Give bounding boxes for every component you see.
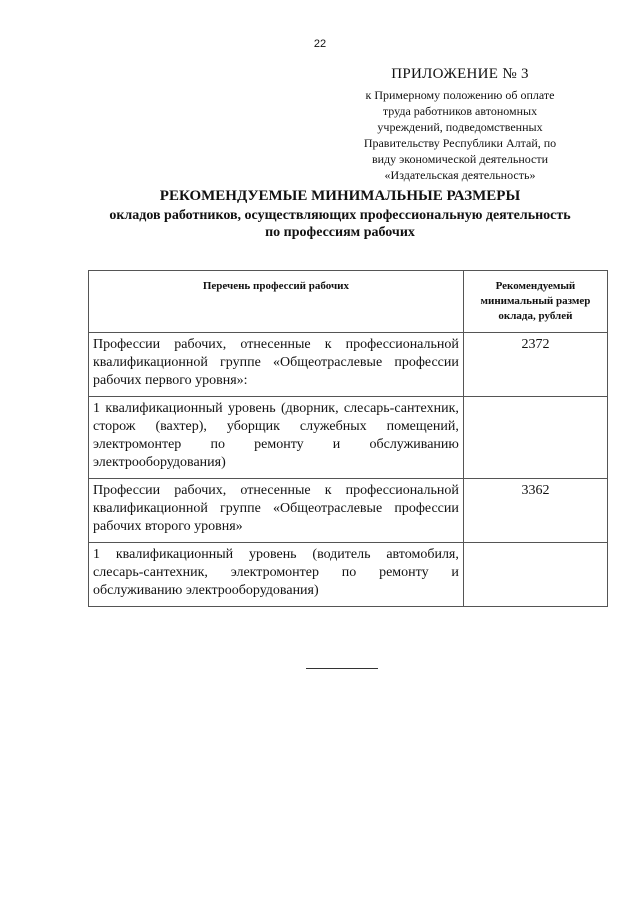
appendix-line: учреждений, подведомственных [377,120,543,134]
row-profession-text: Профессии рабочих, отнесенные к профессиональной квалификационной группе «Общеотраслевые профессии рабочих первого уровня»: [89,333,464,397]
table-header-row [89,271,608,333]
row-salary-value: 2372 [463,333,607,397]
row-profession-text: 1 квалификационный уровень (водитель автомобиля, слесарь-сантехник, электромонтер по ремонту и обслуживанию электрооборудования) [89,543,464,607]
header-professions: Перечень профессий рабочих [89,271,464,333]
row-profession-text: 1 квалификационный уровень (дворник, слесарь-сантехник, сторож (вахтер), уборщик служебных помещений, электромонтер по ремонту и обслуживанию электрооборудования) [89,397,464,479]
row-salary-value: 3362 [463,479,607,543]
appendix-line: к Примерному положению об оплате [365,88,555,102]
appendix-title: ПРИЛОЖЕНИЕ № 3 [391,66,529,82]
heading-title: РЕКОМЕНДУЕМЫЕ МИНИМАЛЬНЫЕ РАЗМЕРЫ [159,188,521,204]
table-row [89,397,608,479]
row-profession-text: Профессии рабочих, отнесенные к профессиональной квалификационной группе «Общеотраслевые профессии рабочих второго уровня» [89,479,464,543]
row-salary-value [463,397,607,479]
appendix-line: труда работников автономных [382,104,538,118]
table-row [89,479,608,543]
document-heading [60,187,620,241]
closing-divider [306,668,378,669]
table-row [89,333,608,397]
appendix-line: Правительству Республики Алтай, по [363,136,557,150]
heading-subtitle-line2: по профессиям рабочих [265,225,415,240]
appendix-line: «Издательская деятельность» [384,168,536,182]
table-row [89,543,608,607]
appendix-line: виду экономической деятельности [371,152,549,166]
heading-subtitle-line1: окладов работников, осуществляющих профессиональную деятельность [109,208,571,223]
row-salary-value [463,543,607,607]
appendix-block [320,66,600,183]
page-number: 22 [313,38,327,50]
header-salary: Рекомендуемый минимальный размер оклада, рублей [463,271,607,333]
salary-table [88,270,608,607]
